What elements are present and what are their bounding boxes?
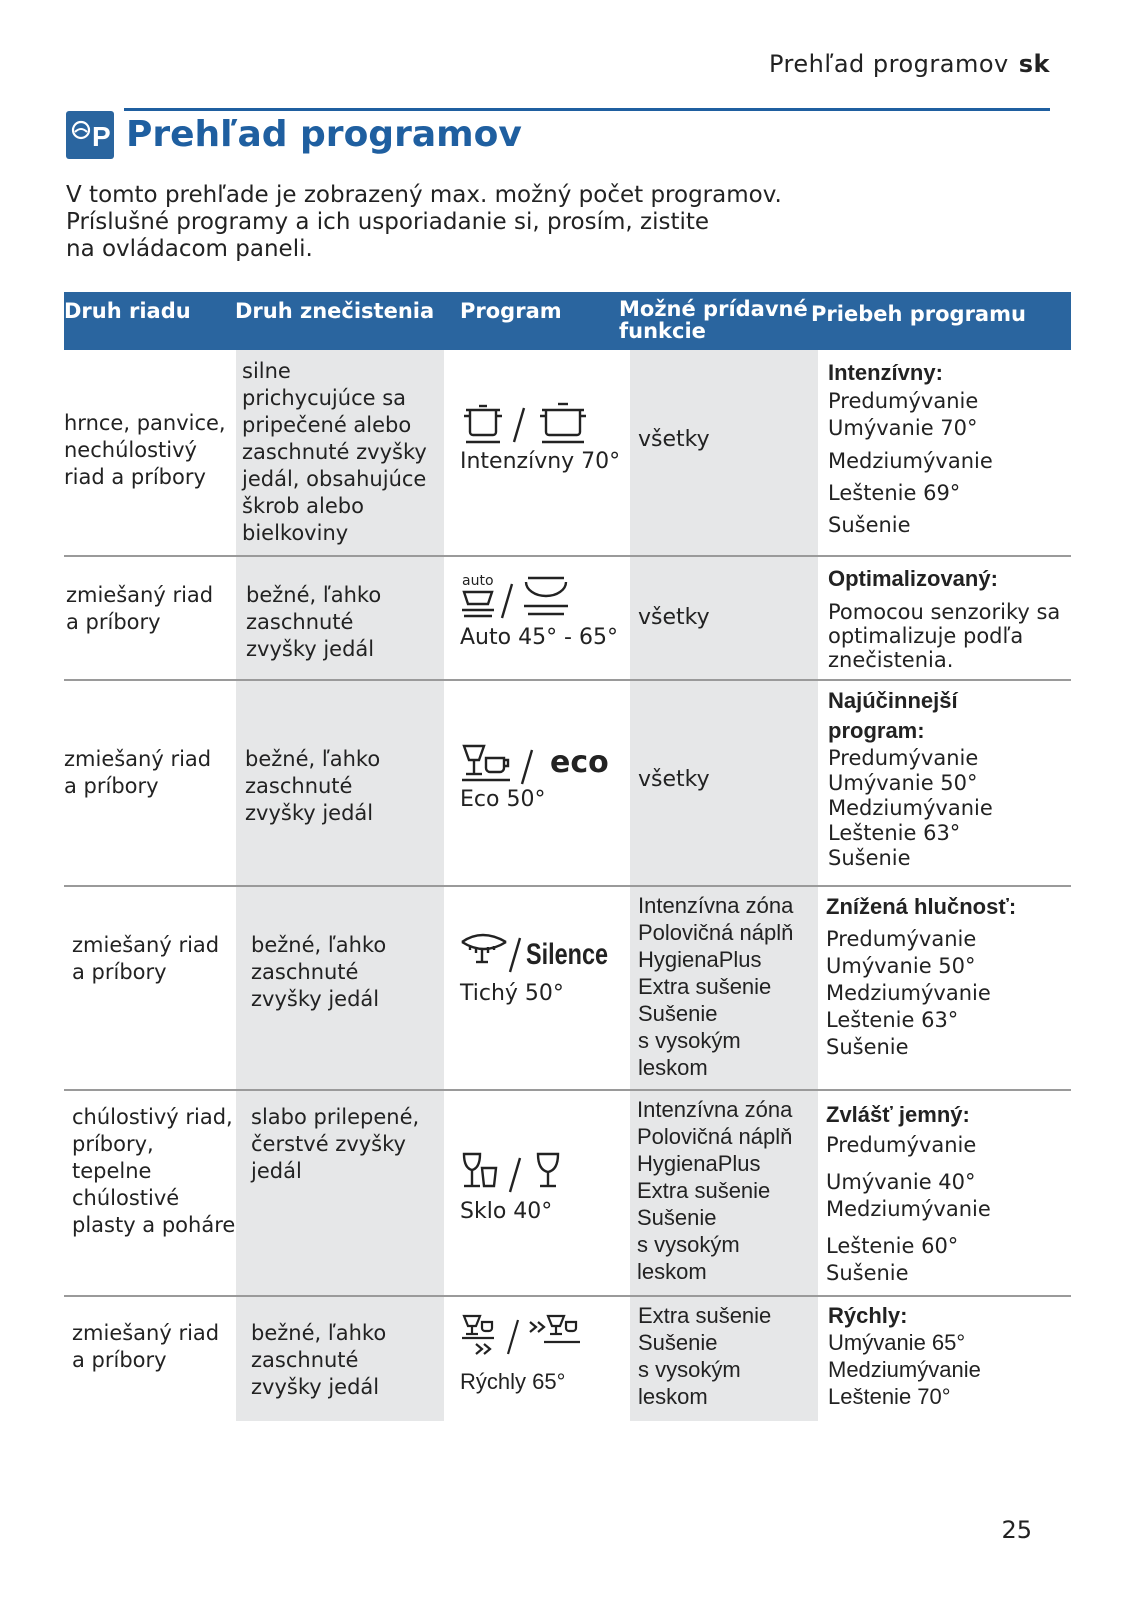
cell-line: zaschnuté <box>246 610 354 634</box>
page-number: 25 <box>1001 1516 1032 1544</box>
cell-line: s vysokým <box>637 1232 740 1257</box>
header-soil: Druh znečistenia <box>235 299 435 323</box>
row-divider <box>64 679 1071 681</box>
cell-line: zvyšky jedál <box>246 637 375 661</box>
cell-line: HygienaPlus <box>638 947 762 972</box>
silence-icon <box>460 928 612 982</box>
cell-line: zmiešaný riad <box>72 933 220 957</box>
cell-line: Sušenie <box>638 1001 718 1026</box>
cell-soil <box>251 1104 419 1185</box>
program-label: Tichý 50° <box>460 981 564 1006</box>
cell-line: Medziumývanie <box>828 1357 981 1382</box>
svg-text:P: P <box>92 121 111 152</box>
cell-line: a príbory <box>72 960 167 984</box>
cell-line: Extra sušenie <box>638 1303 772 1328</box>
program-label: Intenzívny 70° <box>460 449 621 474</box>
cell-options <box>638 1302 771 1410</box>
cell-line: Predumývanie <box>828 389 979 413</box>
cell-line: jedál, obsahujúce <box>242 467 427 491</box>
cell-line: bielkoviny <box>242 521 349 545</box>
cell-line: pripečené alebo <box>242 413 412 437</box>
cell-sequence <box>828 564 1060 672</box>
cell-line: Sušenie <box>828 846 911 870</box>
cell-line: Polovičná náplň <box>638 920 794 945</box>
cell-options <box>638 426 710 453</box>
running-header <box>769 50 1050 78</box>
cell-line: s vysokým <box>638 1357 741 1382</box>
cell-options <box>637 1096 792 1285</box>
program-overview-icon <box>66 111 114 159</box>
cell-line: Intenzívna zóna <box>638 893 794 918</box>
cell-line: škrob alebo <box>242 494 364 518</box>
cell-line: Intenzívna zóna <box>637 1097 793 1122</box>
cell-line: všetky <box>638 605 710 630</box>
cell-line: nechúlostivý <box>64 438 197 462</box>
cell-line: Umývanie 40° <box>826 1170 976 1194</box>
header-options <box>619 298 808 342</box>
header-dish: Druh riadu <box>64 299 191 323</box>
cell-line: Sušenie <box>826 1261 909 1285</box>
cell-line: bežné, ľahko <box>251 1321 387 1345</box>
eco-text: eco <box>550 745 609 780</box>
program-label: Sklo 40° <box>460 1199 553 1224</box>
program-name: Optimalizovaný: <box>828 566 998 591</box>
cell-line: leskom <box>638 1055 708 1080</box>
cell-line: príbory, <box>72 1132 154 1156</box>
cell-line: Predumývanie <box>826 927 977 951</box>
cell-soil <box>242 358 427 547</box>
intro-line: Príslušné programy a ich usporiadanie si, prosím, zistite <box>66 209 710 235</box>
program-name: Intenzívny: <box>828 360 943 385</box>
cell-line: bežné, ľahko <box>245 747 381 771</box>
silence-text: Silence <box>526 938 608 971</box>
cell-options <box>638 604 710 631</box>
cell-line: všetky <box>638 767 710 792</box>
intro-line: na ovládacom paneli. <box>66 236 313 262</box>
cell-soil <box>251 1320 386 1401</box>
cell-line: Medziumývanie <box>826 1197 991 1221</box>
header-sequence: Priebeh programu <box>811 302 1026 326</box>
cell-line: Extra sušenie <box>637 1178 771 1203</box>
cell-line: zmiešaný riad <box>64 747 212 771</box>
cell-line: Sušenie <box>828 513 911 537</box>
intro-line: V tomto prehľade je zobrazený max. možný počet programov. <box>66 182 782 208</box>
title-rule <box>124 108 1050 111</box>
cell-sequence <box>826 1100 991 1287</box>
cell-line: Leštenie 70° <box>828 1384 951 1409</box>
cell-options <box>638 766 710 793</box>
cell-line: Umývanie 65° <box>828 1330 966 1355</box>
cell-soil <box>245 746 380 827</box>
cell-line: hrnce, panvice, <box>64 411 226 435</box>
cell-line: Medziumývanie <box>826 981 991 1005</box>
cell-line: chúlostivé <box>72 1186 180 1210</box>
cell-line: čerstvé zvyšky <box>251 1132 406 1156</box>
intro-text <box>66 182 966 263</box>
cell-dish <box>72 932 219 986</box>
cell-line: leskom <box>637 1259 707 1284</box>
cell-line: a príbory <box>64 774 159 798</box>
intensive-pot-icon <box>460 398 600 452</box>
cell-soil <box>246 582 381 663</box>
cell-options <box>638 892 793 1081</box>
cell-line: riad a príbory <box>64 465 206 489</box>
program-name: Zvlášť jemný: <box>826 1102 970 1127</box>
cell-line: zmiešaný riad <box>66 583 214 607</box>
cell-line: Sušenie <box>638 1330 718 1355</box>
cell-line: znečistenia. <box>828 648 954 672</box>
cell-sequence <box>828 1302 981 1410</box>
cell-dish <box>66 582 213 636</box>
cell-line: zaschnuté zvyšky <box>242 440 427 464</box>
program-name: Najúčinnejší program: <box>828 688 958 743</box>
cell-line: zaschnuté <box>251 1348 359 1372</box>
cell-line: Extra sušenie <box>638 974 772 999</box>
cell-line: Leštenie 69° <box>828 481 961 505</box>
cell-dish <box>72 1104 235 1239</box>
row-divider <box>64 1295 1071 1297</box>
cell-line: jedál <box>251 1159 302 1183</box>
cell-line: Predumývanie <box>828 746 979 770</box>
cell-line: leskom <box>638 1384 708 1409</box>
cell-line: a príbory <box>72 1348 167 1372</box>
cell-line: Leštenie 63° <box>828 821 961 845</box>
cell-line: slabo prilepené, <box>251 1105 420 1129</box>
program-name: Rýchly: <box>828 1303 908 1328</box>
cell-sequence <box>826 892 1016 1061</box>
cell-line: Umývanie 50° <box>826 954 976 978</box>
cell-line: Medziumývanie <box>828 449 993 473</box>
cell-line: Polovičná náplň <box>637 1124 793 1149</box>
table-header <box>64 292 1071 350</box>
cell-line: Umývanie 50° <box>828 771 978 795</box>
cell-line: Sušenie <box>826 1035 909 1059</box>
cell-line: prichycujúce sa <box>242 386 407 410</box>
cell-dish <box>64 410 226 491</box>
cell-line: bežné, ľahko <box>246 583 382 607</box>
cell-line: Leštenie 60° <box>826 1234 959 1258</box>
cell-line: Leštenie 63° <box>826 1008 959 1032</box>
cell-line: optimalizuje podľa <box>828 624 1024 648</box>
glass-icon <box>460 1150 570 1204</box>
cell-line: Medziumývanie <box>828 796 993 820</box>
auto-dishes-icon <box>460 572 580 626</box>
cell-sequence <box>828 358 993 539</box>
cell-line: Umývanie 70° <box>828 416 978 440</box>
auto-text: auto <box>462 573 494 589</box>
cell-line: zvyšky jedál <box>245 801 374 825</box>
cell-line: Pomocou senzoriky sa <box>828 600 1061 624</box>
cell-line: bežné, ľahko <box>251 933 387 957</box>
cell-line: silne <box>242 359 291 383</box>
quick-wash-icon <box>460 1312 590 1366</box>
cell-line: HygienaPlus <box>637 1151 761 1176</box>
program-name: Znížená hlučnosť: <box>826 894 1017 919</box>
cell-dish <box>64 746 211 800</box>
cell-line: chúlostivý riad, <box>72 1105 233 1129</box>
header-program: Program <box>460 299 562 323</box>
cell-line: zmiešaný riad <box>72 1321 220 1345</box>
page-title: Prehľad programov <box>126 114 522 155</box>
cell-line: zvyšky jedál <box>251 987 380 1011</box>
header-options-line: funkcie <box>619 319 706 343</box>
cell-line: všetky <box>638 427 710 452</box>
program-label: Eco 50° <box>460 787 546 812</box>
cell-line: zaschnuté <box>251 960 359 984</box>
header-options-line: Možné prídavné <box>619 297 808 321</box>
running-header-section: Prehľad programov <box>768 50 1009 78</box>
running-header-lang: sk <box>1018 50 1050 78</box>
cell-line: a príbory <box>66 610 161 634</box>
row-divider <box>64 555 1071 557</box>
cell-line: Sušenie <box>637 1205 717 1230</box>
cell-line: zvyšky jedál <box>251 1375 380 1399</box>
row-divider <box>64 1089 1071 1091</box>
cell-line: Predumývanie <box>826 1133 977 1157</box>
cell-line: s vysokým <box>638 1028 741 1053</box>
row-divider <box>64 885 1071 887</box>
cell-dish <box>72 1320 219 1374</box>
cell-sequence <box>828 686 993 871</box>
cell-line: zaschnuté <box>245 774 353 798</box>
program-label: Rýchly 65° <box>460 1369 566 1394</box>
cell-soil <box>251 932 386 1013</box>
program-label: Auto 45° - 65° <box>460 625 618 650</box>
cell-line: plasty a poháre <box>72 1213 236 1237</box>
cell-line: tepelne <box>72 1159 152 1183</box>
